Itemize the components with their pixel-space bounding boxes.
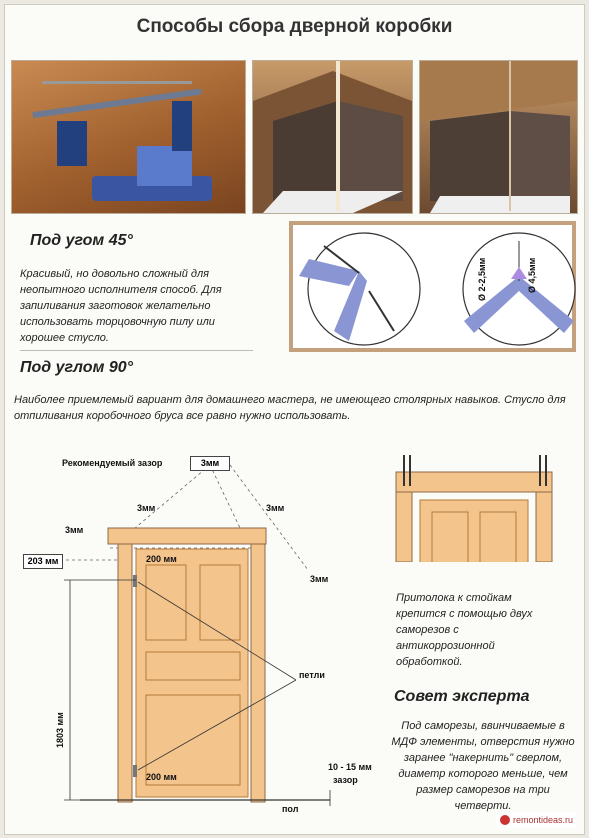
page-title: Способы сбора дверной коробки bbox=[136, 16, 453, 37]
floor-label: пол bbox=[282, 804, 299, 814]
gap-top-left: 3мм bbox=[137, 503, 156, 513]
dim-200-top: 200 мм bbox=[146, 554, 177, 564]
dim-1803: 1803 мм bbox=[55, 712, 65, 748]
lintel-text: Притолока к стойкам крепится с помощью двух саморезов с антикоррозионной обработкой. bbox=[396, 592, 533, 668]
heading-45: Под угом 45° bbox=[30, 232, 133, 249]
text-45: Красивый, но довольно сложный для неопытного исполнителя способ. Для запиливания заготовок желательно использовать торцовочную пилу или хорошее стусло. bbox=[20, 268, 222, 344]
hinges-label: петли bbox=[299, 670, 325, 680]
floor-gap-label: зазор bbox=[333, 775, 358, 785]
watermark-text: remontideas.ru bbox=[513, 815, 574, 825]
diameter-small: Ø 2-2,5мм bbox=[477, 257, 487, 301]
watermark[interactable] bbox=[496, 812, 576, 828]
heading-90: Под углом 90° bbox=[20, 359, 134, 376]
gap-value: 3мм bbox=[190, 456, 230, 471]
gap-top-right: 3мм bbox=[266, 503, 285, 513]
expert-heading: Совет эксперта bbox=[394, 688, 530, 705]
dim-200-bottom: 200 мм bbox=[146, 772, 177, 782]
diameter-large: Ø 4,5мм bbox=[527, 257, 537, 293]
text-90: Наиболее приемлемый вариант для домашнего мастера, не имеющего столярных навыков. Стусло для отпиливания коробочного бруса все равно нужно использовать. bbox=[14, 394, 566, 422]
logo-icon bbox=[500, 815, 510, 825]
gap-label: Рекомендуемый зазор bbox=[62, 458, 163, 468]
expert-text: Под саморезы, ввинчиваемые в МДФ элементы, отверстия нужно заранее "накернить" сверлом, диаметр которого меньше, чем размер саморезов на три четверти. bbox=[391, 720, 575, 812]
gap-side-left: 3мм bbox=[65, 525, 84, 535]
floor-gap: 10 - 15 мм bbox=[328, 762, 372, 772]
dim-203: 203 мм bbox=[23, 554, 63, 569]
gap-side-right: 3мм bbox=[310, 574, 329, 584]
